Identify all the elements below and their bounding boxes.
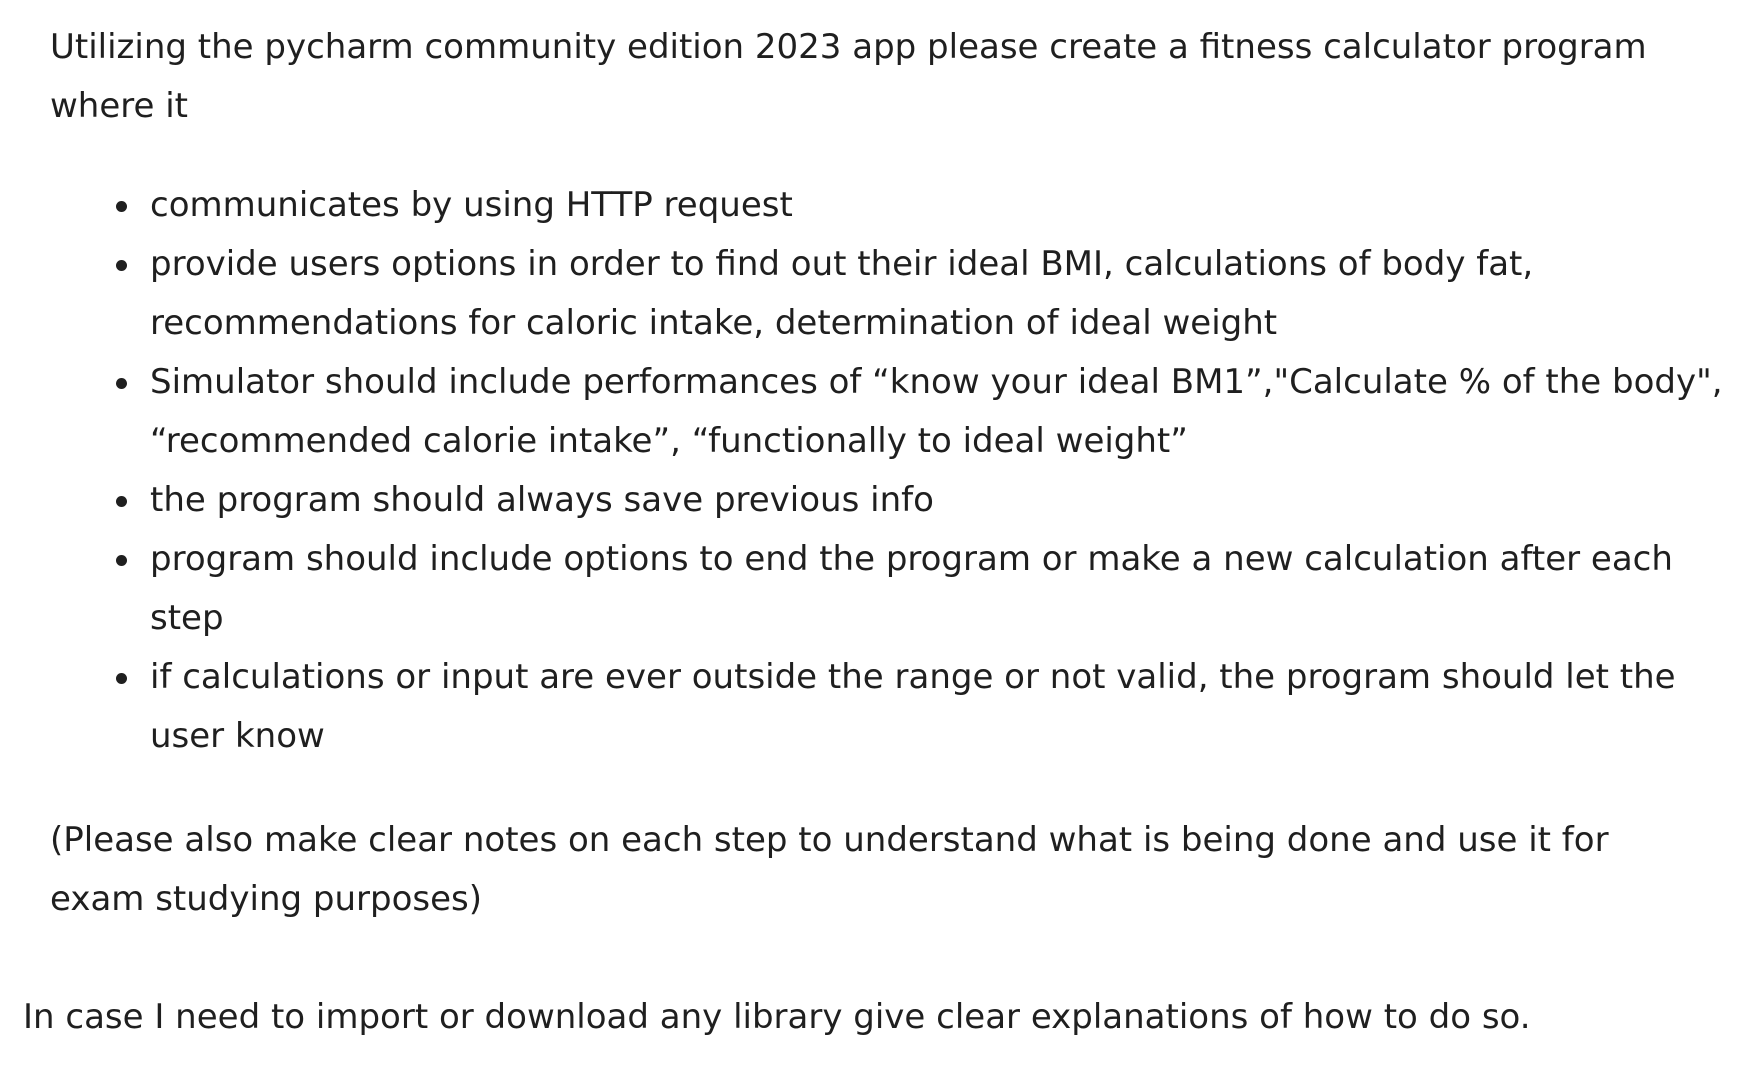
bullet-icon (116, 673, 127, 684)
bullet-icon (116, 378, 127, 389)
list-item-text: Simulator should include performances of “know your ideal BM1”,"Calculate % of the body", “recommended calorie intake”, “functionally to ideal weight” (150, 362, 1723, 461)
list-item (100, 235, 1740, 353)
list-item (100, 176, 1740, 235)
requirements-list (100, 176, 1740, 766)
list-item-text: provide users options in order to find out their ideal BMI, calculations of body fat, recommendations for caloric intake, determination of ideal weight (150, 244, 1534, 343)
list-item (100, 353, 1740, 471)
list-item-text: if calculations or input are ever outside the range or not valid, the program should let the user know (150, 657, 1676, 756)
list-item-text: program should include options to end the program or make a new calculation after each step (150, 539, 1673, 638)
note-paragraph: (Please also make clear notes on each step to understand what is being done and use it for exam studying purposes) (50, 820, 1609, 919)
bullet-icon (116, 201, 127, 212)
bullet-icon (116, 555, 127, 566)
list-item (100, 471, 1740, 530)
bullet-icon (116, 260, 127, 271)
list-item (100, 648, 1740, 766)
closing-paragraph: In case I need to import or download any library give clear explanations of how to do so. (23, 997, 1531, 1037)
bullet-icon (116, 496, 127, 507)
list-item-text: communicates by using HTTP request (150, 185, 793, 225)
list-item-text: the program should always save previous info (150, 480, 934, 520)
intro-paragraph: Utilizing the pycharm community edition 2023 app please create a fitness calculator program where it (50, 27, 1647, 126)
list-item (100, 530, 1740, 648)
